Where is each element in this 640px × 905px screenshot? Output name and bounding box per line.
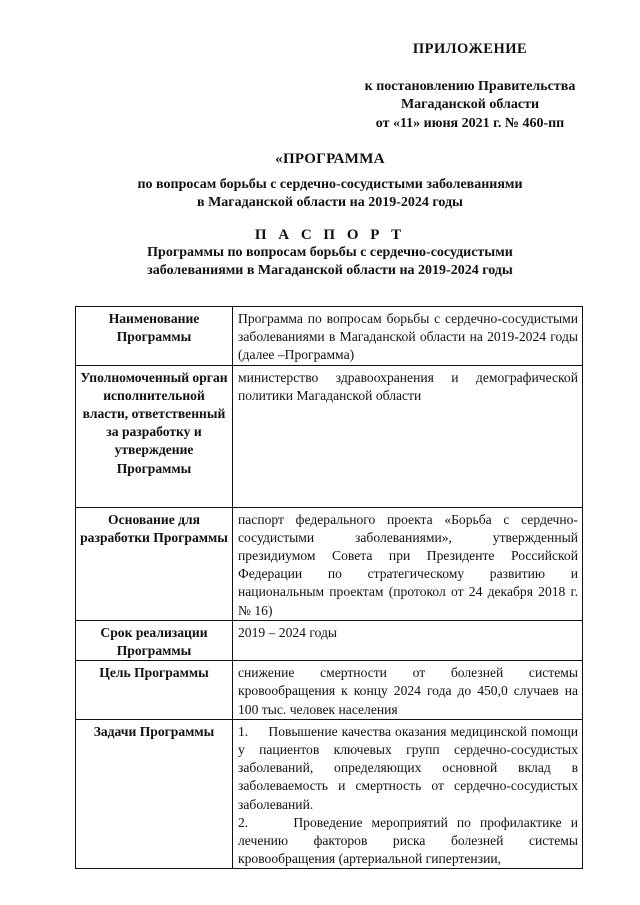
- row-label-term: Срок реализации Программы: [76, 620, 233, 660]
- appendix-line-2: Магаданской области: [400, 97, 540, 112]
- program-subtitle-line-1: по вопросам борьбы с сердечно-сосудистыми заболеваниями: [137, 177, 523, 192]
- passport-subtitle-line-2: заболеваниями в Магаданской области на 2019-2024 годы: [147, 263, 513, 278]
- table-row: [76, 620, 583, 660]
- program-subtitle-line-2: в Магаданской области на 2019-2024 годы: [197, 195, 463, 210]
- appendix-title: ПРИЛОЖЕНИЕ: [412, 41, 528, 57]
- row-value-name: Программа по вопросам борьбы с сердечно-сосудистыми заболеваниями в Магаданской области на 2019-2024 годы (далее –Программа): [233, 307, 583, 366]
- task-item-1: 1. Повышение качества оказания медицинской помощи у пациентов ключевых групп сердечно-сосудистых заболеваний, определяющих основной вклад в заболеваемость и смертность от сердечно-сосудистых заболеваний.: [238, 723, 578, 812]
- table-row: [76, 661, 583, 720]
- passport-title: П А С П О Р Т: [254, 227, 406, 243]
- row-value-tasks: [233, 719, 583, 869]
- table-row: [76, 507, 583, 620]
- appendix-line-1: к постановлению Правительства: [364, 79, 576, 94]
- task-item-2: 2. Проведение мероприятий по профилактике и лечению факторов риска болезней системы кровообращения (артериальной гипертензии,: [238, 814, 578, 867]
- table-row: [76, 719, 583, 869]
- row-value-authority: министерство здравоохранения и демографической политики Магаданской области: [233, 365, 583, 507]
- passport-subtitle-line-1: Программы по вопросам борьбы с сердечно-сосудистыми: [147, 245, 513, 260]
- row-value-goal: снижение смертности от болезней системы кровообращения к концу 2024 года до 450,0 случаев на 100 тыс. человек населения: [233, 661, 583, 720]
- row-label-name: Наименование Программы: [76, 307, 233, 366]
- row-value-basis: паспорт федерального проекта «Борьба с сердечно-сосудистыми заболеваниями», утвержденный президиумом Совета при Президенте Российской Федерации по стратегическому развитию и национальным проектам (протокол от 24 декабря 2018 г. № 16): [233, 507, 583, 620]
- program-title: «ПРОГРАММА: [275, 151, 385, 167]
- row-label-tasks: Задачи Программы: [76, 719, 233, 869]
- appendix-line-3: от «11» июня 2021 г. № 460-пп: [375, 116, 565, 131]
- row-label-basis: Основание для разработки Программы: [76, 507, 233, 620]
- table-row: [76, 365, 583, 507]
- passport-table: [75, 306, 583, 869]
- row-label-goal: Цель Программы: [76, 661, 233, 720]
- table-row: [76, 307, 583, 366]
- row-value-term: 2019 – 2024 годы: [233, 620, 583, 660]
- row-label-authority: Уполномоченный орган исполнительной власти, ответственный за разработку и утверждение Программы: [76, 365, 233, 507]
